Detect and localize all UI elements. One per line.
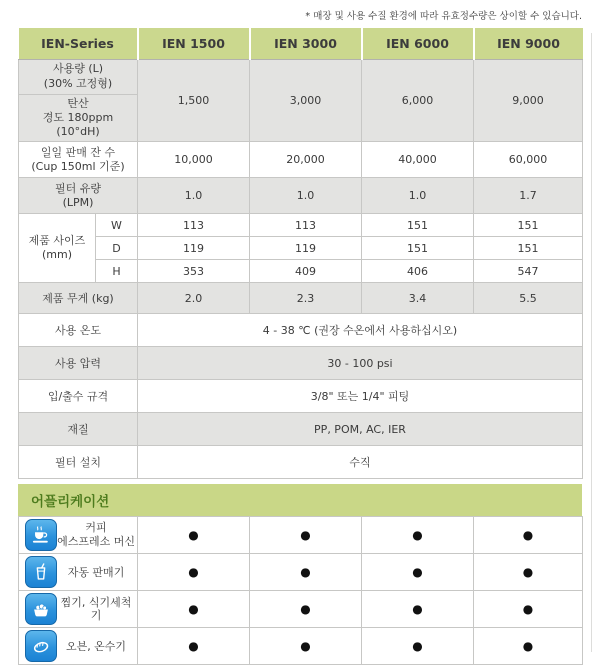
spec-value: 60,000 [474,142,583,178]
header-model-cell: IEN 9000 [474,28,583,59]
spec-sheet-page [0,8,600,652]
spec-value: 119 [138,237,250,260]
app-label-cell [19,591,138,628]
spec-value: 547 [474,260,583,283]
page-right-divider [591,33,592,652]
spec-label-weight: 제품 무게 (kg) [19,283,138,314]
spec-value-merged: 3/8" 또는 1/4" 피팅 [138,380,583,413]
spec-value: 151 [362,214,474,237]
spec-label-pressure: 사용 압력 [19,347,138,380]
row-temperature [19,314,583,347]
row-app-steamer [19,591,583,628]
size-dim-label: W [96,214,138,237]
support-bullet: ● [250,628,362,665]
spec-value: 1.0 [250,178,362,214]
app-label: 오븐, 온수기 [65,639,127,653]
water-quality-note: * 매장 및 사용 수질 환경에 따라 유효정수량은 상이할 수 있습니다. [305,11,582,22]
spec-value: 2.0 [138,283,250,314]
header-series-cell: IEN-Series [19,28,138,59]
applications-title: 어플리케이션 [31,494,110,511]
oven-water-heater-icon [25,630,57,662]
support-bullet: ● [250,517,362,554]
spec-label-usage: 사용량 (L) (30% 고정형) [19,59,138,94]
support-bullet: ● [474,591,583,628]
support-bullet: ● [362,517,474,554]
header-model-cell: IEN 3000 [250,28,362,59]
row-size-h [19,260,583,283]
row-size-d [19,237,583,260]
row-size-w [19,214,583,237]
spec-label-filter-flow: 필터 유량 (LPM) [19,178,138,214]
spec-label-fitting: 입/출수 규격 [19,380,138,413]
spec-value: 2.3 [250,283,362,314]
spec-value: 409 [250,260,362,283]
spec-value: 6,000 [362,59,474,142]
app-label: 커피 에스프레소 머신 [57,521,135,549]
app-label: 자동 판매기 [67,565,125,579]
spec-label-size: 제품 사이즈 (mm) [19,214,96,283]
spec-value: 113 [138,214,250,237]
spec-value: 3.4 [362,283,474,314]
spec-value: 151 [474,237,583,260]
spec-value: 353 [138,260,250,283]
spec-value: 9,000 [474,59,583,142]
support-bullet: ● [138,554,250,591]
support-bullet: ● [362,591,474,628]
spec-value: 1.0 [362,178,474,214]
support-bullet: ● [474,628,583,665]
support-bullet: ● [474,517,583,554]
spec-value: 10,000 [138,142,250,178]
vending-machine-icon [25,556,57,588]
spec-value: 113 [250,214,362,237]
spec-value: 5.5 [474,283,583,314]
spec-label-temperature: 사용 온도 [19,314,138,347]
row-app-oven [19,628,583,665]
spec-label-daily-cups: 일일 판매 잔 수 (Cup 150ml 기준) [19,142,138,178]
support-bullet: ● [138,591,250,628]
support-bullet: ● [250,591,362,628]
row-app-espresso [19,517,583,554]
row-filter-flow [19,178,583,214]
spec-label-material: 재질 [19,413,138,446]
spec-value-merged: 30 - 100 psi [138,347,583,380]
row-app-vending [19,554,583,591]
size-dim-label: D [96,237,138,260]
header-model-cell: IEN 1500 [138,28,250,59]
spec-value-merged: PP, POM, AC, IER [138,413,583,446]
row-usage [19,59,583,94]
app-label-cell [19,628,138,665]
spec-value: 151 [362,237,474,260]
steamer-dishwasher-icon [25,593,57,625]
spec-value: 119 [250,237,362,260]
spec-value-merged: 4 - 38 ℃ (권장 수온에서 사용하십시오) [138,314,583,347]
support-bullet: ● [138,628,250,665]
spec-header-row [19,28,583,59]
spec-value: 3,000 [250,59,362,142]
spec-value: 20,000 [250,142,362,178]
spec-label-carbonate: 탄산 경도 180ppm (10°dH) [19,94,138,142]
applications-table [18,516,583,665]
espresso-machine-icon [25,519,57,551]
row-daily-cups [19,142,583,178]
spec-value: 1,500 [138,59,250,142]
support-bullet: ● [250,554,362,591]
row-install [19,446,583,479]
spec-value: 1.7 [474,178,583,214]
app-label-cell [19,517,138,554]
applications-section-header [18,484,582,516]
size-dim-label: H [96,260,138,283]
spec-label-install: 필터 설치 [19,446,138,479]
row-fitting [19,380,583,413]
support-bullet: ● [362,554,474,591]
row-weight [19,283,583,314]
support-bullet: ● [474,554,583,591]
spec-value: 1.0 [138,178,250,214]
support-bullet: ● [138,517,250,554]
spec-value: 151 [474,214,583,237]
spec-value-merged: 수직 [138,446,583,479]
header-model-cell: IEN 6000 [362,28,474,59]
spec-value: 406 [362,260,474,283]
row-material [19,413,583,446]
app-label: 찜기, 식기세척기 [60,595,132,623]
spec-table [18,28,583,479]
spec-value: 40,000 [362,142,474,178]
support-bullet: ● [362,628,474,665]
row-pressure [19,347,583,380]
app-label-cell [19,554,138,591]
